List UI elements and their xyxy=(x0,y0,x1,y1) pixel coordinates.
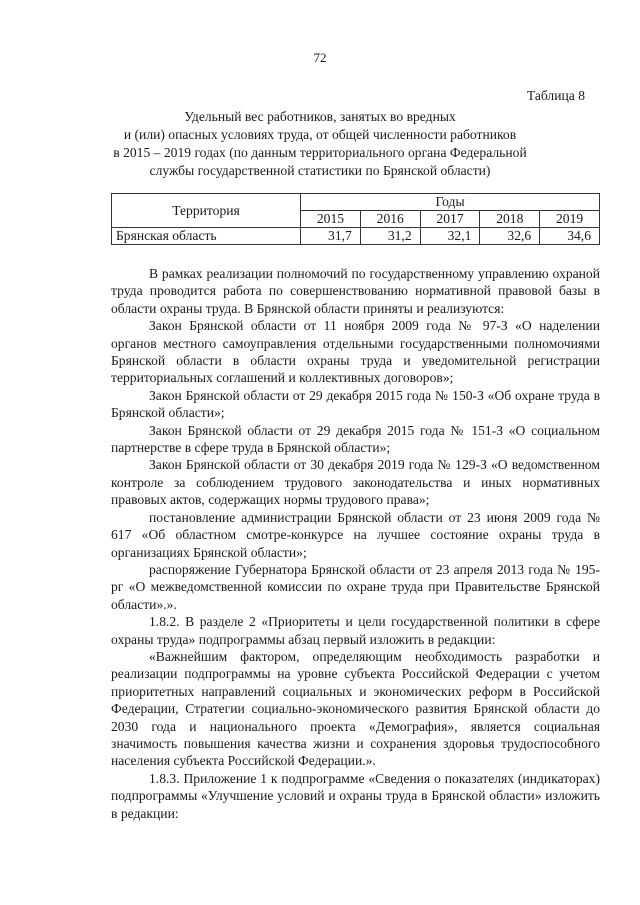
paragraph: Закон Брянской области от 29 декабря 2015 года № 151-З «О социальном партнерстве в сфере труда в Брянской области»; xyxy=(111,422,600,456)
year-cell: 2016 xyxy=(360,211,420,228)
paragraph: Закон Брянской области от 29 декабря 2015 года № 150-З «Об охране труда в Брянской области»; xyxy=(111,387,600,421)
year-cell: 2019 xyxy=(540,211,600,228)
paragraph: 1.8.3. Приложение 1 к подпрограмме «Сведения о показателях (индикаторах) подпрограммы «Улучшение условий и охраны труда в Брянской области» изложить в редакции: xyxy=(111,770,600,821)
value-cell: 32,1 xyxy=(420,228,480,245)
document-body xyxy=(111,265,600,822)
paragraph: «Важнейшим фактором, определяющим необходимость разработки и реализации подпрограммы на уровне субъекта Российской Федерации с учетом приоритетных направлений социальных и экономических реформ в Российской Федерации, Стратегии социально-экономического развития Брянской области до 2030 года и национального проекта «Демография», является социальная значимость повышения качества жизни и сохранения здоровья трудоспособного населения субъекта Российской Федерации.». xyxy=(111,648,600,769)
value-cell: 34,6 xyxy=(540,228,600,245)
year-cell: 2018 xyxy=(480,211,540,228)
header-years: Годы xyxy=(301,194,600,211)
value-cell: 31,2 xyxy=(360,228,420,245)
value-cell: 31,7 xyxy=(301,228,361,245)
table-header-row xyxy=(112,194,600,211)
table-row xyxy=(112,228,600,245)
statistics-table xyxy=(111,193,600,245)
year-cell: 2017 xyxy=(420,211,480,228)
paragraph: постановление администрации Брянской области от 23 июня 2009 года № 617 «Об областном смотре-конкурсе на лучшее состояние охраны труда в организациях Брянской области»; xyxy=(111,509,600,560)
title-line: и (или) опасных условиях труда, от общей численности работников xyxy=(123,127,517,142)
page-number: 72 xyxy=(313,50,327,65)
table-label: Таблица 8 xyxy=(526,88,585,103)
title-line: в 2015 – 2019 годах (по данным территориального органа Федеральной xyxy=(113,145,527,160)
paragraph: распоряжение Губернатора Брянской области от 23 апреля 2013 года № 195-рг «О межведомственной комиссии по охране труда при Правительстве Брянской области».». xyxy=(111,561,600,612)
paragraph: 1.8.2. В разделе 2 «Приоритеты и цели государственной политики в сфере охраны труда» подпрограммы абзац первый изложить в редакции: xyxy=(111,614,600,647)
territory-cell: Брянская область xyxy=(112,228,301,245)
header-territory: Территория xyxy=(112,194,301,228)
year-cell: 2015 xyxy=(301,211,361,228)
value-cell: 32,6 xyxy=(480,228,540,245)
paragraph: В рамках реализации полномочий по государственному управлению охраной труда проводится работа по совершенствованию нормативной правовой базы в области охраны труда. В Брянской области приняты и реализуются: xyxy=(111,266,600,316)
paragraph: Закон Брянской области от 30 декабря 2019 года № 129-З «О ведомственном контроле за соблюдением трудового законодательства и иных нормативных правовых актов, содержащих нормы трудового права»; xyxy=(111,457,600,508)
title-line: Удельный вес работников, занятых во вредных xyxy=(184,109,456,124)
title-line: службы государственной статистики по Брянской области) xyxy=(149,163,491,178)
paragraph: Закон Брянской области от 11 ноября 2009 года № 97-З «О наделении органов местного самоуправления отдельными государственными полномочиями Брянской области в области охраны труда и уведомительной регистрации территориальных соглашений и коллективных договоров»; xyxy=(111,318,600,386)
table-title xyxy=(100,108,540,180)
